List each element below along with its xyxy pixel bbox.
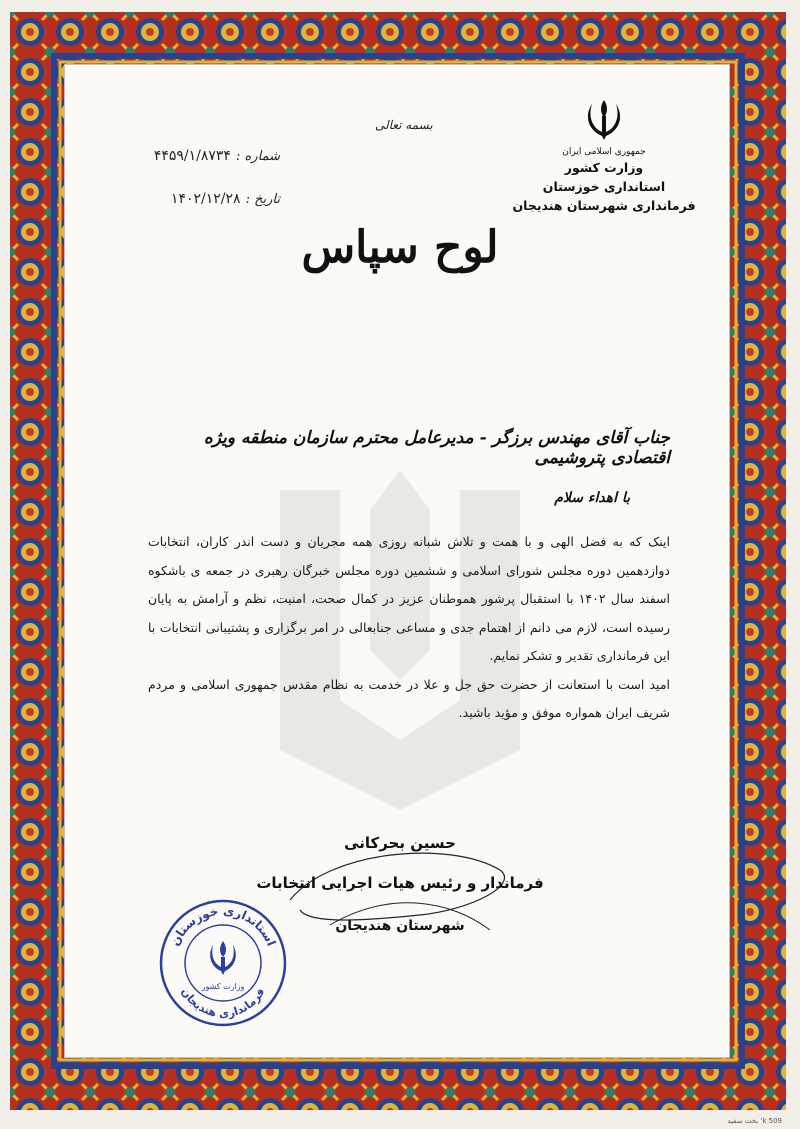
date-value: ۱۴۰۲/۱۲/۲۸ <box>170 191 241 207</box>
signer-position: فرماندار و رئیس هیات اجرایی انتخابات <box>256 874 544 892</box>
invocation: بسمه تعالی <box>375 118 433 132</box>
print-footnote: 509 k' بخت سفید <box>727 1117 782 1125</box>
government-header <box>504 96 704 215</box>
county-office-name: فرمانداری شهرستان هندیجان <box>512 198 696 213</box>
stamp-inner-text: وزارت کشور <box>201 982 245 991</box>
stamp-emblem-icon <box>210 941 236 975</box>
number-value: ۴۴۵۹/۱/۸۷۳۴ <box>153 148 231 164</box>
stamp-lower-text: فرمانداری هندیجان <box>178 985 268 1021</box>
iran-emblem-icon <box>582 96 626 142</box>
letter-number <box>140 145 280 164</box>
emblem-caption: جمهوری اسلامی ایران <box>562 147 646 157</box>
certificate-title: لوح سپاس <box>301 222 499 273</box>
signer-name: حسین بحرکانی <box>344 834 456 852</box>
official-stamp <box>155 895 290 1030</box>
greeting: با اهداء سلام <box>554 490 630 506</box>
addressee-line: جناب آقای مهندس برزگر - مدیرعامل محترم سازمان منطقه ویژه اقتصادی پتروشیمی <box>203 428 670 468</box>
signer-county: شهرستان هندیجان <box>335 918 465 934</box>
body-paragraph-1: اینک که به فضل الهی و با همت و تلاش شبانه روزی همه مجریان و دست اندر کاران، انتخابات دوازدهمین دوره مجلس شورای اسلامی و ششمین دوره مجلس خبرگان رهبری در جمعه ی باشکوه اسفند سال ۱۴۰۲ با استقبال پرشور هموطنان عزیز در کمال صحت، امنیت، نظم و آرامش به پایان رسیده است، لازم می دانم از اهتمام جدی و مساعی جنابعالی در امر برگزاری و پشتیبانی انتخابات با این فرمانداری تقدیر و تشکر نمایم. <box>148 534 670 663</box>
ministry-name: وزارت کشور <box>564 160 644 175</box>
governorate-name: استانداری خوزستان <box>542 179 666 194</box>
stamp-outer-text: استانداری خوزستان <box>167 903 279 949</box>
letter-date <box>140 188 280 207</box>
body-text <box>148 528 670 728</box>
body-paragraph-2: امید است با استعانت از حضرت حق جل و علا در خدمت به نظام مقدس جمهوری اسلامی و مردم شریف ایران همواره موفق و مؤید باشید. <box>148 676 670 720</box>
date-label: تاریخ : <box>245 192 280 207</box>
number-label: شماره : <box>236 149 280 164</box>
